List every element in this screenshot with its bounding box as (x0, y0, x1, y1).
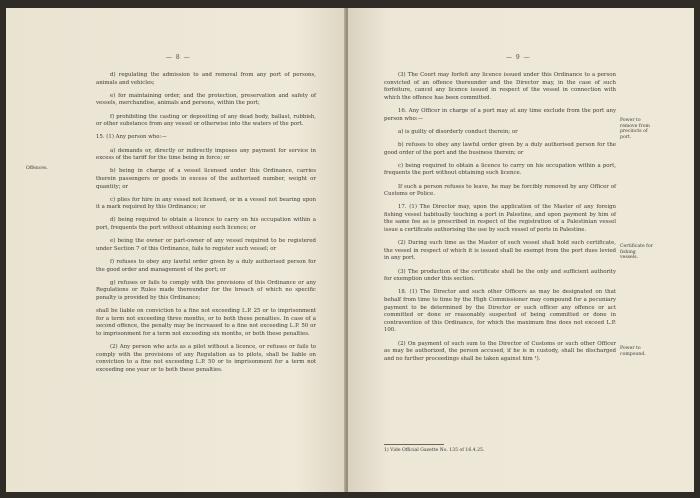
paragraph: e) for maintaining order, and the protection, preservation and safety of vessels, merchandise, animals and persons, within the port; (96, 92, 316, 107)
paragraph: d) regulating the admission to and removal from any port of persons, animals and vehicles; (96, 72, 316, 86)
paragraph: 16. Any Officer in charge of a port may at any time exclude from the port any person who:— (384, 107, 616, 122)
paragraph: a) demands or, directly or indirectly imposes any payment for service in excess of the tariff for the time being in force; or (96, 147, 316, 162)
paragraph: (3) The production of the certificate shall be the only and sufficient authority for exemption under this section. (384, 268, 616, 283)
margin-note-offences: Offences. (26, 166, 48, 171)
margin-note-compound: Power to compound. (620, 346, 646, 357)
section-heading: 15. (1) Any person who:— (96, 134, 167, 141)
paragraph: b) refuses to obey any lawful order given by a duly authorised person for the good order of the port and the business therein; or (384, 141, 616, 156)
paragraph: 17. (1) The Director may, upon the application of the Master of any foreign fishing vessel habitually touching a port in Palestine, and upon payment by him of the same fee as is prescribed in respect of the registration of a Palestinian vessel issue a certificate authorising the use by such vessel of ports in Palestine. (384, 204, 616, 234)
paragraph: (2) Any person who acts as a pilot without a licence, or refuses or fails to comply with the provisions of any Regulation as to pilots, shall be liable on conviction to a fine not exceeding L.P. 50 or to imprisonment for a term not exceeding one year or to both these penalties. (96, 344, 316, 373)
footnote-rule (384, 444, 444, 445)
right-page (348, 8, 694, 492)
margin-note-certificate: Certificate for fishing vessels. (620, 244, 653, 261)
paragraph: b) being in charge of a vessel licensed under this Ordinance, carries therein passengers or goods in excess of the authorised number, weight or quantity; or (96, 168, 316, 190)
paragraph: f) prohibiting the casting or depositing of any dead body, ballast, rubbish, or other substance from any vessel or otherwise into the waters of the port. (96, 113, 316, 128)
margin-note-remove: Power to remove from precincts of port. (620, 118, 650, 140)
paragraph: c) plies for hire in any vessel not licensed, or in a vessel not bearing upon it a mark required by this Ordinance; or (96, 196, 316, 211)
paragraph: e) being the owner or part-owner of any vessel required to be registered under Section 7 of this Ordinance, fails to register such vessel; or (96, 238, 316, 252)
left-text-column (96, 72, 316, 380)
paragraph: (2) On payment of such sum to the Director of Customs or such other Officer as may be authorized, the person accused, if he is in custody, shall be discharged and no further proceedings shall be taken against him ¹). (384, 340, 616, 362)
paragraph: shall be liable on conviction to a fine not exceeding L.P. 25 or to imprisonment for a term not exceeding three months, or to both these penalties. In case of a second offence, the penalty may be increased to a fine not exceeding L.P. 50 or to imprisonment for a term not exceeding six months, or both these penalties. (96, 308, 316, 337)
paragraph: f) refuses to obey any lawful order given by a duly authorised person for the good order and management of the port; or (96, 259, 316, 273)
paragraph: If such a person refuses to leave, he may be forcibly removed by any Officer of Customs or Police. (384, 183, 616, 198)
paragraph: d) being required to obtain a licence to carry on his occupation within a port, frequents the port without obtaining such licence; or (96, 217, 316, 232)
right-text-column (384, 72, 616, 369)
paragraph: (3) The Court may forfeit any licence issued under this Ordinance to a person convicted of an offence thereunder and the Director may, in the case of such forfeiture, cancel any licence issued in respect of the vessel in connection with which the offence has been committed. (384, 72, 616, 101)
paragraph: a) is guilty of disorderly conduct therein; or (398, 128, 518, 135)
page-number: — 9 — (506, 54, 531, 61)
page-number: — 8 — (166, 54, 191, 61)
paragraph: (2) During such time as the Master of such vessel shall hold such certificate, the vessel in respect of which it is issued shall be exempt from the port dues levied in any port. (384, 240, 616, 262)
paragraph: c) being required to obtain a licence to carry on his occupation within a port, frequents the port without obtaining such licence. (384, 162, 616, 177)
paragraph: g) refuses or fails to comply with the provisions of this Ordinance or any Regulations or Rules made thereunder for the breach of which no specific penalty is provided by this Ordinance; (96, 279, 316, 301)
paragraph: 18. (1) The Director and such other Officers as may be designated on that behalf from time to time by the High Commissioner may compound for a pecuniary payment to be determined by the Director or such officer any offence or act committed or done or reasonably suspected of being committed or done in contravention of this Ordinance, for which the maximum fine does not exceed L.P. 100. (384, 289, 616, 334)
footnote: 1) Vide Official Gazette No. 135 of 16.4.25. (384, 448, 485, 453)
left-page (6, 8, 346, 492)
